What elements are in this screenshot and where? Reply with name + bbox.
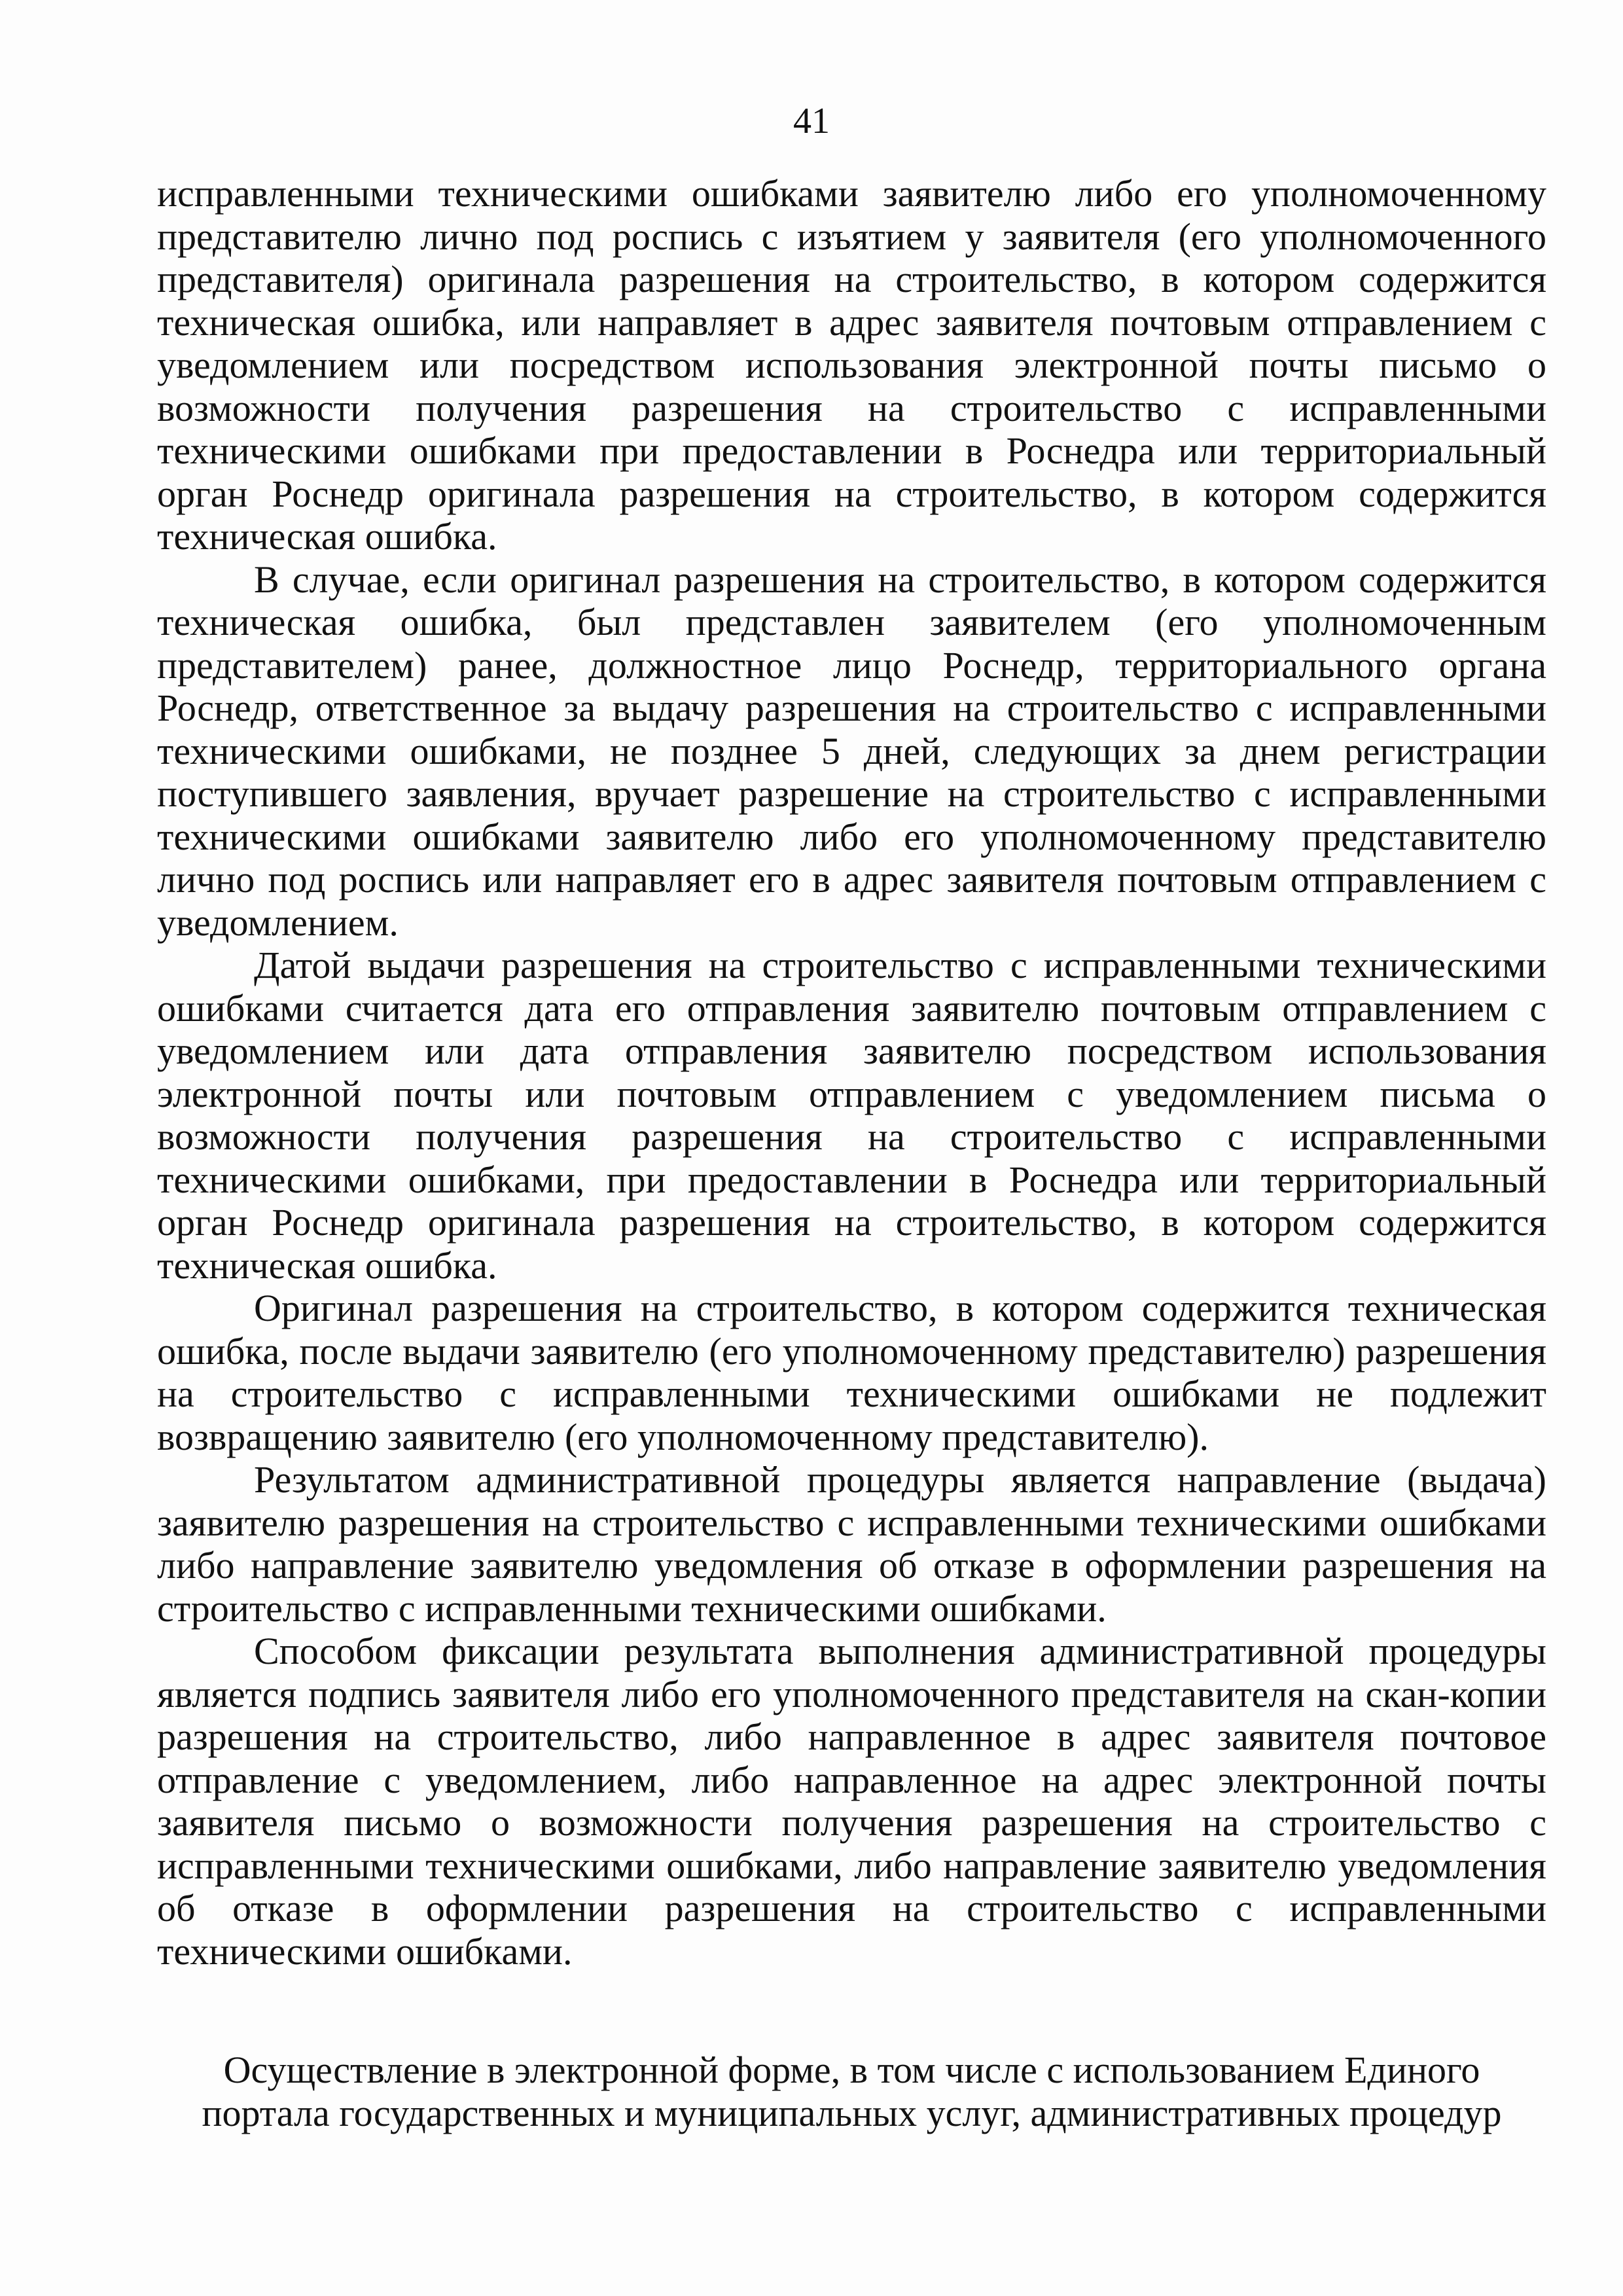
section-heading-line-1: Осуществление в электронной форме, в том числе с использованием Единого [223,2049,1480,2091]
paragraph-fixation-method: Способом фиксации результата выполнения административной процедуры является подпись заявителя либо его уполномоченного представителя на скан-копии разрешения на строительство, либо направленное в адрес заявителя почтовое отправление с уведомлением, либо направленное на адрес электронной почты заявителя письмо о возможности получения разрешения на строительство с исправленными техническими ошибками, либо направление заявителю уведомления об отказе в оформлении разрешения на строительство с исправленными техническими ошибками. [157,1630,1546,1973]
paragraph-continuation: исправленными техническими ошибками заявителю либо его уполномоченному представителю лично под роспись с изъятием у заявителя (его уполномоченного представителя) оригинала разрешения на строительство, в котором содержится техническая ошибка, или направляет в адрес заявителя почтовым отправлением с уведомлением или посредством использования электронной почты письмо о возможности получения разрешения на строительство с исправленными техническими ошибками при предоставлении в Роснедра или территориальный орган Роснедр оригинала разрешения на строительство, в котором содержится техническая ошибка. [157,172,1546,558]
paragraph-original-not-returned: Оригинал разрешения на строительство, в котором содержится техническая ошибка, после выдачи заявителю (его уполномоченному представителю) разрешения на строительство с исправленными техническими ошибками не подлежит возвращению заявителю (его уполномоченному представителю). [157,1287,1546,1458]
paragraph-original-presented: В случае, если оригинал разрешения на строительство, в котором содержится техническая ошибка, был представлен заявителем (его уполномоченным представителем) ранее, должностное лицо Роснедр, территориального органа Роснедр, ответственное за выдачу разрешения на строительство с исправленными техническими ошибками, не позднее 5 дней, следующих за днем регистрации поступившего заявления, вручает разрешение на строительство с исправленными техническими ошибками заявителю либо его уполномоченному представителю лично под роспись или направляет его в адрес заявителя почтовым отправлением с уведомлением. [157,558,1546,944]
section-heading-line-2: портала государственных и муниципальных услуг, административных процедур [202,2092,1502,2134]
paragraph-issue-date: Датой выдачи разрешения на строительство с исправленными техническими ошибками считается дата его отправления заявителю почтовым отправлением с уведомлением или дата отправления заявителю посредством использования электронной почты или почтовым отправлением с уведомлением письма о возможности получения разрешения на строительство с исправленными техническими ошибками, при предоставлении в Роснедра или территориальный орган Роснедр оригинала разрешения на строительство, в котором содержится техническая ошибка. [157,944,1546,1287]
page-number: 41 [793,101,830,141]
paragraph-procedure-result: Результатом административной процедуры является направление (выдача) заявителю разрешения на строительство с исправленными техническими ошибками либо направление заявителю уведомления об отказе в оформлении разрешения на строительство с исправленными техническими ошибками. [157,1458,1546,1630]
section-heading [157,2049,1546,2135]
document-body [157,172,1546,1973]
